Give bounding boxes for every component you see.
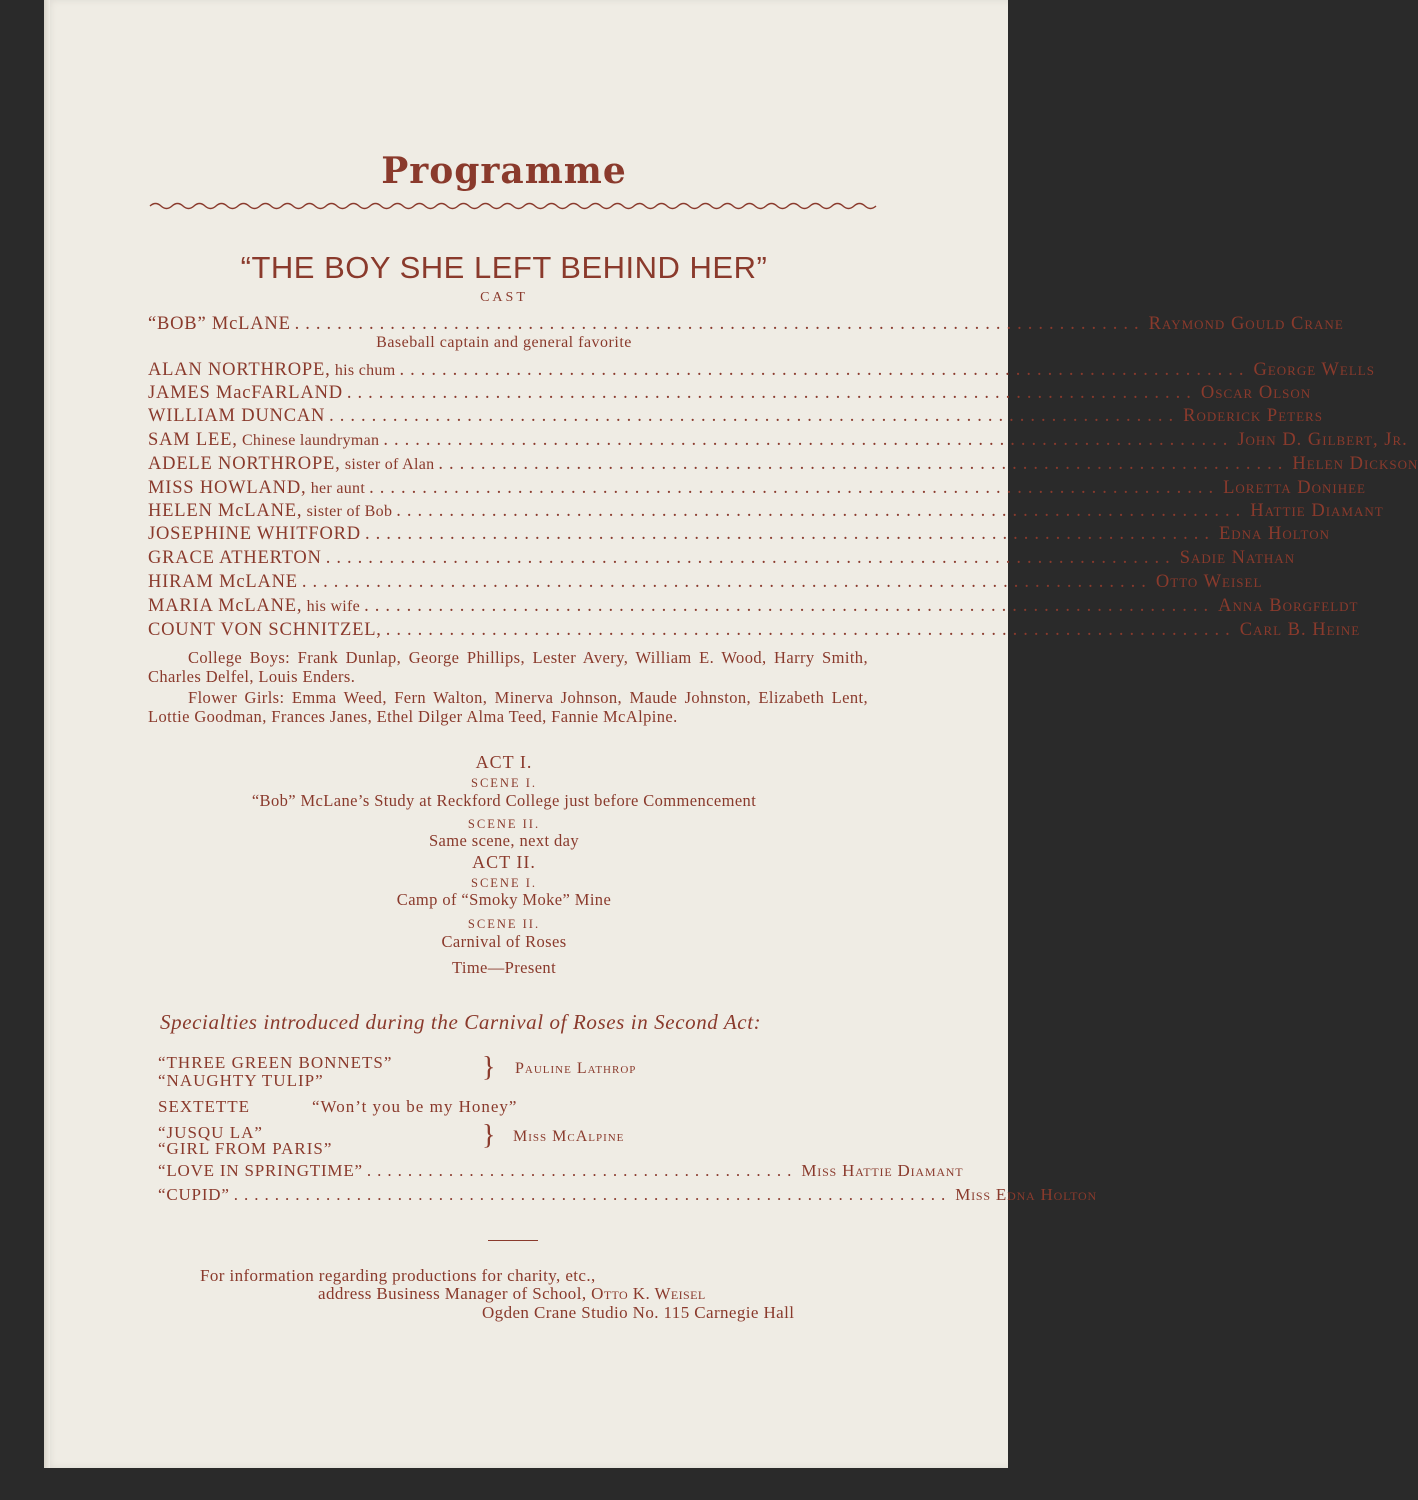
- dot-leader: ................................................................................: [346, 383, 1197, 403]
- dot-leader: ................................................................................: [294, 314, 1145, 334]
- cast-role: [148, 499, 392, 523]
- actor-name: Roderick Peters: [1183, 406, 1323, 426]
- footer-line-3: Ogden Crane Studio No. 115 Carnegie Hall: [482, 1303, 795, 1322]
- cast-row: [148, 358, 1375, 382]
- song-three-green-bonnets: “THREE GREEN BONNETS”: [158, 1053, 393, 1072]
- dot-leader: ................................................................................: [396, 501, 1247, 521]
- dot-leader: ..........................................: [366, 1161, 798, 1180]
- specialties-heading: Specialties introduced during the Carnival of Roses in Second Act:: [160, 1010, 762, 1034]
- dot-leader: ................................................................................: [399, 360, 1250, 380]
- cast-role: [148, 594, 360, 618]
- cast-row: [148, 499, 1384, 523]
- dot-leader: ................................................................................: [438, 454, 1289, 474]
- cast-label: CAST: [480, 290, 528, 305]
- role-name: HIRAM McLANE: [148, 572, 298, 592]
- role-name: HELEN McLANE,: [148, 501, 303, 521]
- dot-leader: ................................................................................: [364, 524, 1215, 544]
- cast-row: [148, 570, 1263, 594]
- cast-row: [148, 476, 1366, 500]
- cast-row: [148, 428, 1408, 452]
- act-1-scene-2-desc: Same scene, next day: [428, 831, 580, 850]
- actor-name: Edna Holton: [1218, 524, 1331, 544]
- sextette-label: SEXTETTE: [158, 1097, 251, 1116]
- business-manager-name: Otto K. Weisel: [591, 1284, 706, 1303]
- actor-name: Anna Borgfeldt: [1218, 596, 1359, 616]
- cast-row: [148, 404, 1323, 428]
- cast-role: [148, 546, 322, 570]
- cast-row: [148, 522, 1331, 546]
- act-2-scene-1-desc: Camp of “Smoky Moke” Mine: [396, 890, 612, 909]
- dot-leader: ................................................................................: [385, 620, 1236, 640]
- act-2-scene-2: SCENE II.: [467, 917, 541, 931]
- scan-background: [0, 1468, 1008, 1500]
- actor-name: Sadie Nathan: [1179, 548, 1296, 568]
- role-description: Chinese laundryman: [237, 432, 380, 449]
- song-cupid: “CUPID”: [158, 1185, 230, 1204]
- performer-miss-mcalpine: Miss McAlpine: [513, 1128, 625, 1145]
- dot-leader: ................................................................................: [369, 478, 1220, 498]
- cast-role: [148, 404, 325, 428]
- role-description: her aunt: [306, 480, 366, 497]
- cast-role: [148, 476, 365, 500]
- dot-leader: ................................................................................: [329, 406, 1180, 426]
- footer-rule: [488, 1240, 538, 1241]
- wavy-divider: [150, 198, 865, 214]
- performer-pauline-lathrop: Pauline Lathrop: [515, 1060, 637, 1077]
- role-name: SAM LEE,: [148, 430, 238, 450]
- love-in-springtime-row: [158, 1160, 964, 1182]
- act-1-heading: ACT I.: [475, 752, 533, 772]
- role-name: ALAN NORTHROPE,: [148, 360, 331, 380]
- cast-role: [148, 358, 395, 382]
- performer-hattie-diamant: Miss Hattie Diamant: [801, 1161, 964, 1180]
- actor-name: Otto Weisel: [1155, 572, 1263, 592]
- cast-role: [148, 381, 343, 405]
- actor-name: Raymond Gould Crane: [1148, 314, 1344, 334]
- role-name: WILLIAM DUNCAN: [148, 406, 326, 426]
- cupid-row: [158, 1184, 1097, 1206]
- footer-address: address Business Manager of School,: [318, 1284, 592, 1303]
- cast-row: [148, 452, 1418, 476]
- programme-page: [44, 0, 1008, 1468]
- cast-role: [148, 522, 361, 546]
- bob-description: Baseball captain and general favorite: [376, 334, 632, 351]
- cast-role: [148, 618, 382, 642]
- dot-leader: ................................................................................: [383, 430, 1234, 450]
- footer-line-1: For information regarding productions for charity, etc.,: [200, 1266, 596, 1285]
- role-name: ADELE NORTHROPE,: [148, 454, 341, 474]
- cast-row: [148, 618, 1361, 642]
- performer-edna-holton: Miss Edna Holton: [955, 1185, 1097, 1204]
- role-name: “BOB” McLANE: [148, 314, 291, 334]
- song-girl-from-paris: “GIRL FROM PARIS”: [158, 1139, 333, 1158]
- play-title: “THE BOY SHE LEFT BEHIND HER”: [240, 250, 768, 285]
- time-setting: Time—Present: [451, 958, 557, 977]
- role-description: his chum: [330, 362, 396, 379]
- act-1-scene-1: SCENE I.: [471, 776, 537, 790]
- role-name: COUNT VON SCHNITZEL,: [148, 620, 382, 640]
- dot-leader: ......................................................................: [233, 1185, 952, 1204]
- brace-2: }: [482, 1120, 496, 1151]
- dot-leader: ................................................................................: [364, 596, 1215, 616]
- college-boys: College Boys: Frank Dunlap, George Phillips, Lester Avery, William E. Wood, Harry Smith, Charles Delfel, Louis Enders.: [148, 648, 868, 686]
- actor-name: Carl B. Heine: [1239, 620, 1361, 640]
- role-name: JAMES MacFARLAND: [148, 383, 343, 403]
- cast-role: [148, 570, 298, 594]
- song-jusqu-la: “JUSQU LA”: [158, 1123, 263, 1142]
- role-name: GRACE ATHERTON: [148, 548, 322, 568]
- role-description: his wife: [302, 598, 361, 615]
- actor-name: John D. Gilbert, Jr.: [1237, 430, 1408, 450]
- cast-row: [148, 594, 1359, 618]
- act-1-scene-1-desc: “Bob” McLane’s Study at Reckford College just before Commencement: [251, 791, 757, 810]
- role-name: JOSEPHINE WHITFORD: [148, 524, 361, 544]
- act-2-heading: ACT II.: [472, 852, 536, 872]
- dot-leader: ................................................................................: [325, 548, 1176, 568]
- actor-name: Helen Dickson: [1292, 454, 1418, 474]
- programme-heading: Programme: [381, 150, 627, 192]
- cast-role: [148, 452, 434, 476]
- actor-name: Hattie Diamant: [1250, 501, 1384, 521]
- page-fold: [44, 0, 50, 1468]
- song-naughty-tulip: “NAUGHTY TULIP”: [158, 1071, 324, 1090]
- actor-name: George Wells: [1253, 360, 1375, 380]
- dot-leader: ................................................................................: [301, 572, 1152, 592]
- act-2-scene-1: SCENE I.: [471, 876, 537, 890]
- cast-row: [148, 546, 1296, 570]
- role-name: MARIA McLANE,: [148, 596, 303, 616]
- act-2-scene-2-desc: Carnival of Roses: [441, 932, 567, 951]
- footer-line-2: [318, 1284, 706, 1304]
- role-description: sister of Alan: [340, 456, 435, 473]
- cast-role: [148, 312, 291, 336]
- song-love-in-springtime: “LOVE IN SPRINGTIME”: [158, 1161, 363, 1180]
- cast-row: [148, 381, 1312, 405]
- role-description: sister of Bob: [302, 503, 393, 520]
- act-1-scene-2: SCENE II.: [467, 817, 541, 831]
- cast-row: [148, 312, 1344, 336]
- cast-role: [148, 428, 379, 452]
- brace-1: }: [482, 1052, 496, 1083]
- sextette-song: “Won’t you be my Honey”: [312, 1097, 518, 1116]
- actor-name: Oscar Olson: [1200, 383, 1312, 403]
- role-name: MISS HOWLAND,: [148, 478, 307, 498]
- flower-girls: Flower Girls: Emma Weed, Fern Walton, Minerva Johnson, Maude Johnston, Elizabeth Lent, Lottie Goodman, Frances Janes, Ethel Dilger Alma Teed, Fannie McAlpine.: [148, 688, 868, 726]
- actor-name: Loretta Donihee: [1223, 478, 1366, 498]
